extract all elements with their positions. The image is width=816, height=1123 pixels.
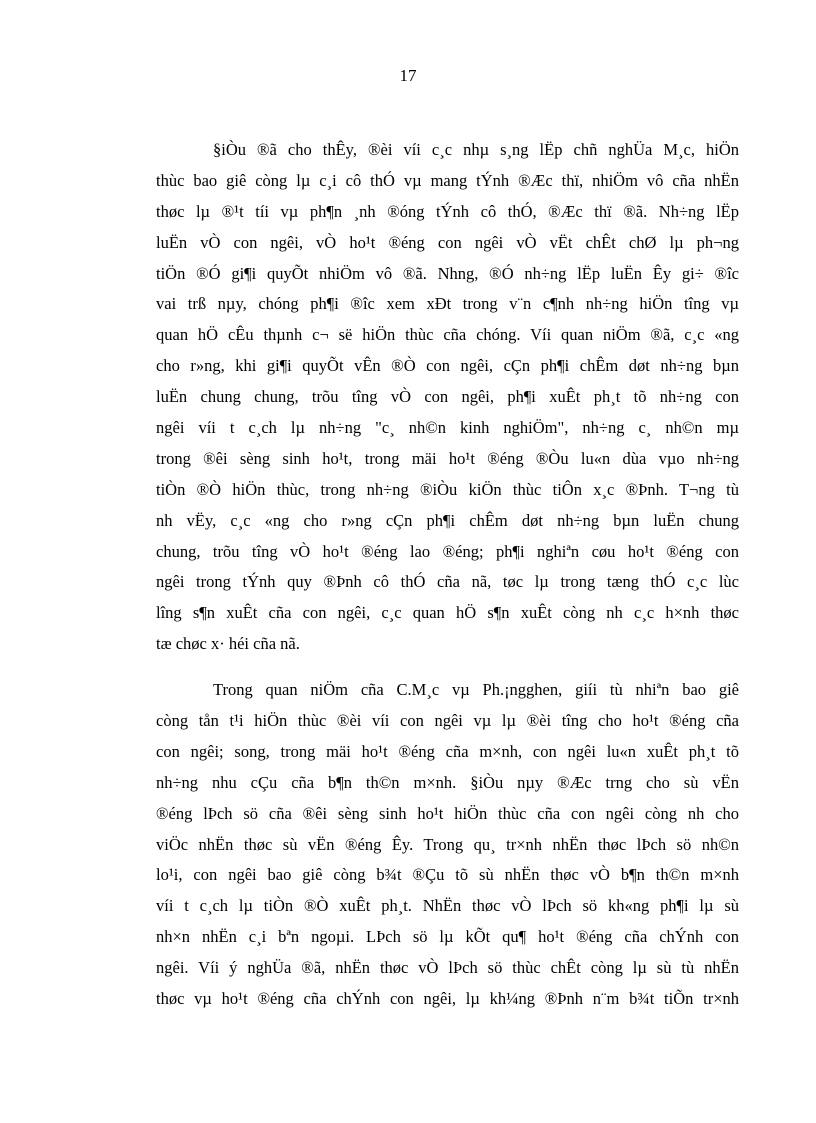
text-line: nh÷ng nhu cÇu cña b¶n th©n m×nh. §iÒu nµy ®Æc trng cho sù vËn xyxy=(156,772,739,792)
text-line: quan hÖ cÊu thµnh c¬ së hiÖn thùc cña chóng. Víi quan niÖm ®ã, c¸c «ng xyxy=(156,325,739,345)
text-line: víi t c¸ch lµ tiÒn ®Ò xuÊt ph¸t. NhËn thøc vÒ lÞch sö kh«ng ph¶i lµ sù xyxy=(156,896,739,916)
text-line: con ngêi; song, trong mäi ho¹t ®éng cña m×nh, con ngêi lu«n xuÊt ph¸t tõ xyxy=(156,741,739,761)
text-line: chung, trõu tîng vÒ ho¹t ®éng lao ®éng; ph¶i nghiªn cøu ho¹t ®éng con xyxy=(156,541,739,561)
text-line: thøc lµ ®¹t tíi vµ ph¶n ¸nh ®óng tÝnh cô thÓ, ®Æc thï ®ã. Nh÷ng lËp xyxy=(156,201,739,221)
text-line: §iÒu ®ã cho thÊy, ®èi víi c¸c nhµ s¸ng lËp chñ nghÜa M¸c, hiÖn xyxy=(213,140,739,159)
text-line: tiÖn ®Ó gi¶i quyÕt nhiÖm vô ®ã. Nhng, ®Ó nh÷ng lËp luËn Êy gi÷ ®îc xyxy=(156,263,739,283)
text-line: thøc vµ ho¹t ®éng cña chÝnh con ngêi, lµ kh¼ng ®Þnh n¨m b¾t tiÕn tr×nh xyxy=(156,989,739,1009)
text-line: luËn vÒ con ngêi, vÒ ho¹t ®éng con ngêi vÒ vËt chÊt chØ lµ ph¬ng xyxy=(156,232,739,252)
paragraph xyxy=(156,675,739,1015)
paragraph xyxy=(156,135,739,660)
text-line: viÖc nhËn thøc sù vËn ®éng Êy. Trong qu¸ tr×nh nhËn thøc lÞch sö nh©n xyxy=(156,834,739,854)
text-line: ngêi. Víi ý nghÜa ®ã, nhËn thøc vÒ lÞch sö thùc chÊt còng lµ sù tù nhËn xyxy=(156,958,739,978)
body-text xyxy=(156,135,739,1015)
text-line: lîng s¶n xuÊt cña con ngêi, c¸c quan hÖ s¶n xuÊt còng nh c¸c h×nh thøc xyxy=(156,603,739,623)
paragraph-spacer xyxy=(156,660,739,675)
text-line: luËn chung chung, trõu tîng vÒ con ngêi, ph¶i xuÊt ph¸t tõ nh÷ng con xyxy=(156,387,739,407)
text-line: nh vËy, c¸c «ng cho r»ng cÇn ph¶i chÊm døt nh÷ng bµn luËn chung xyxy=(156,510,739,530)
text-line: cho r»ng, khi gi¶i quyÕt vÊn ®Ò con ngêi, cÇn ph¶i chÊm døt nh÷ng bµn xyxy=(156,356,739,376)
page-number: 17 xyxy=(399,66,417,85)
text-line: tiÒn ®Ò hiÖn thùc, trong nh÷ng ®iÒu kiÖn thùc tiÔn x¸c ®Þnh. T¬ng tù xyxy=(156,479,739,499)
text-line: ngêi víi t c¸ch lµ nh÷ng "c¸ nh©n kinh nghiÖm", nh÷ng c¸ nh©n mµ xyxy=(156,418,739,438)
text-line: ngêi trong tÝnh quy ®Þnh cô thÓ cña nã, tøc lµ trong tæng thÓ c¸c lùc xyxy=(156,572,739,592)
text-line: lo¹i, con ngêi bao giê còng b¾t ®Çu tõ sù nhËn thøc vÒ b¶n th©n m×nh xyxy=(156,865,739,885)
text-line: tæ chøc x· héi cña nã. xyxy=(156,634,300,654)
text-line: Trong quan niÖm cña C.M¸c vµ Ph.¡ngghen, giíi tù nhiªn bao giê xyxy=(213,680,739,700)
text-line: ®éng lÞch sö cña ®êi sèng sinh ho¹t hiÖn thùc cña con ngêi còng nh cho xyxy=(156,803,739,823)
text-line: nh×n nhËn c¸i bªn ngoµi. LÞch sö lµ kÕt qu¶ ho¹t ®éng cña chÝnh con xyxy=(156,927,739,947)
text-line: vai trß nµy, chóng ph¶i ®îc xem xÐt trong v¨n c¶nh nh÷ng hiÖn tîng vµ xyxy=(156,294,739,314)
text-line: thùc bao giê còng lµ c¸i cô thÓ vµ mang tÝnh ®Æc thï, nhiÖm vô cña nhËn xyxy=(156,170,739,190)
text-line: trong ®êi sèng sinh ho¹t, trong mäi ho¹t ®éng ®Òu lu«n dùa vµo nh÷ng xyxy=(156,448,739,468)
text-line: còng tån t¹i hiÖn thùc ®èi víi con ngêi vµ lµ ®èi tîng cho ho¹t ®éng cña xyxy=(156,711,739,731)
